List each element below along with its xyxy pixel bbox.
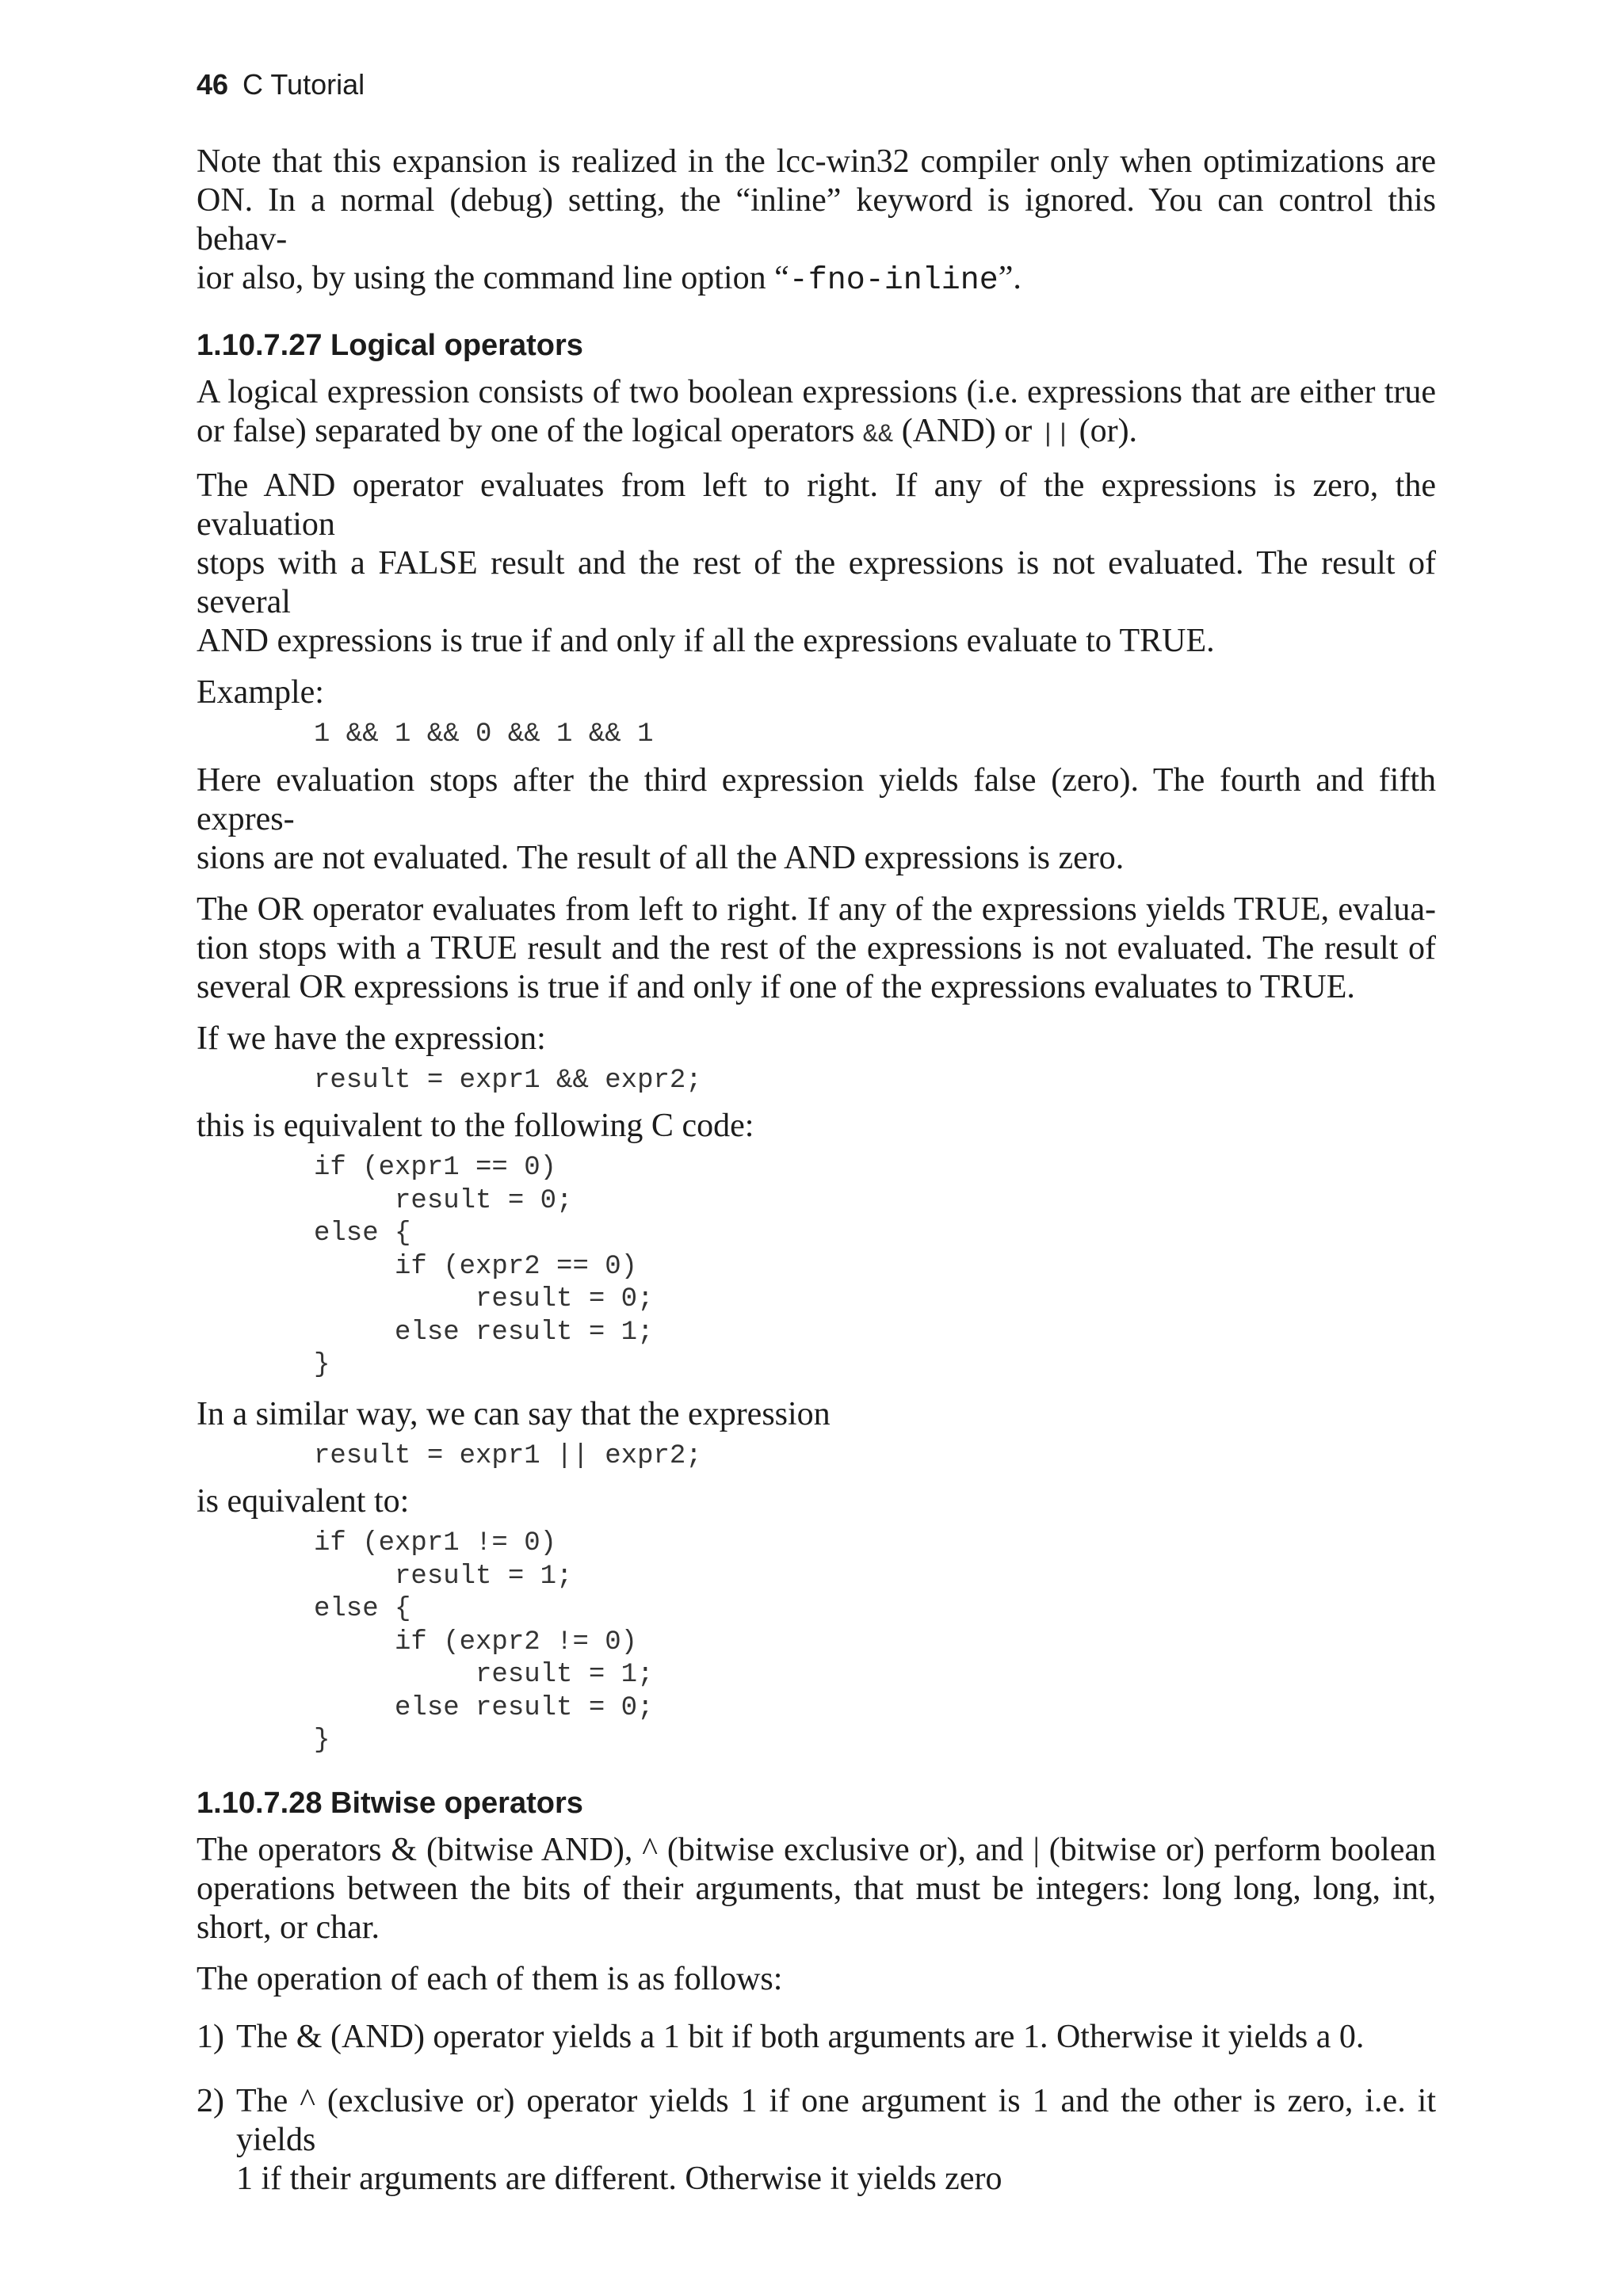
text-run: (AND) or — [893, 413, 1041, 449]
bitwise-operators-paragraph — [197, 1831, 1436, 1947]
list-item-text — [236, 2082, 1436, 2199]
list-item-number: 2) — [197, 2082, 224, 2119]
text-line: The AND operator evaluates from left to right. If any of the expressions is zero, the evaluation — [197, 467, 1436, 543]
text-line: 1 if their arguments are different. Otherwise it yields zero — [236, 2160, 1002, 2197]
bitwise-operator-list — [197, 2018, 1436, 2199]
similar-way-intro: In a similar way, we can say that the expression — [197, 1395, 831, 1432]
text-line: stops with a FALSE result and the rest of the expressions is not evaluated. The result of several — [197, 545, 1436, 620]
text-run: or false) separated by one of the logical operators — [197, 413, 863, 449]
section-heading-bitwise-operators: 1.10.7.28 Bitwise operators — [197, 1786, 583, 1820]
text-line: short, or char. — [197, 1909, 380, 1946]
and-operator-paragraph — [197, 467, 1436, 661]
list-item — [197, 2018, 1436, 2057]
code-and-expression: result = expr1 && expr2; — [314, 1065, 702, 1096]
text-line: The OR operator evaluates from left to right. If any of the expressions yields TRUE, evalua- — [197, 891, 1436, 928]
page-content — [197, 143, 1436, 2224]
text-line: The operators & (bitwise AND), ^ (bitwise exclusive or), and | (bitwise or) perform boolean — [197, 1831, 1436, 1868]
text-run: ”. — [998, 260, 1022, 296]
inline-code: && — [862, 420, 894, 449]
text-line: Here evaluation stops after the third expression yields false (zero). The fourth and fifth expres- — [197, 761, 1436, 837]
text-line: sions are not evaluated. The result of all the AND expressions is zero. — [197, 839, 1125, 876]
text-line: operations between the bits of their arguments, that must be integers: long long, long, int, — [197, 1870, 1436, 1907]
text-line: tion stops with a TRUE result and the rest of the expressions is not evaluated. The result of — [197, 929, 1436, 967]
running-header — [197, 68, 365, 101]
operation-intro: The operation of each of them is as follows: — [197, 1960, 783, 1997]
list-item-text — [236, 2018, 1436, 2057]
example-label: Example: — [197, 674, 324, 711]
text-run: (or). — [1071, 413, 1138, 449]
expression-intro: If we have the expression: — [197, 1020, 546, 1057]
text-line: ON. In a normal (debug) setting, the “inline” keyword is ignored. You can control this behav- — [197, 182, 1436, 257]
is-equivalent-intro: is equivalent to: — [197, 1483, 410, 1520]
text-line: several OR expressions is true if and only if one of the expressions evaluates to TRUE. — [197, 968, 1355, 1005]
intro-paragraph — [197, 143, 1436, 300]
text-line — [197, 259, 1436, 300]
section-heading-logical-operators: 1.10.7.27 Logical operators — [197, 329, 583, 362]
text-line — [197, 412, 1436, 454]
text-line: The ^ (exclusive or) operator yields 1 if one argument is 1 and the other is zero, i.e. it yields — [236, 2082, 1436, 2158]
text-line: The & (AND) operator yields a 1 bit if both arguments are 1. Otherwise it yields a 0. — [236, 2018, 1365, 2055]
text-line: AND expressions is true if and only if all the expressions evaluate to TRUE. — [197, 623, 1215, 659]
list-item — [197, 2082, 1436, 2199]
text-line: Note that this expansion is realized in the lcc-win32 compiler only when optimizations are — [197, 143, 1436, 180]
code-or-equivalent: if (expr1 != 0) result = 1; else { if (expr2 != 0) result = 1; else result = 0; } — [314, 1528, 654, 1756]
code-or-expression: result = expr1 || expr2; — [314, 1440, 702, 1471]
equivalent-c-code-intro: this is equivalent to the following C code: — [197, 1108, 754, 1144]
list-item-number: 1) — [197, 2018, 224, 2055]
text-run: ior also, by using the command line option “ — [197, 260, 789, 296]
evaluation-stops-paragraph — [197, 761, 1436, 878]
text-line: A logical expression consists of two boolean expressions (i.e. expressions that are either true — [197, 374, 1436, 410]
inline-code: -fno-inline — [789, 263, 999, 299]
logical-expression-paragraph — [197, 373, 1436, 454]
code-example-and-chain: 1 && 1 && 0 && 1 && 1 — [314, 719, 654, 749]
running-title: C Tutorial — [242, 68, 365, 101]
or-operator-paragraph — [197, 891, 1436, 1007]
page-number: 46 — [197, 68, 229, 101]
code-and-equivalent: if (expr1 == 0) result = 0; else { if (expr2 == 0) result = 0; else result = 1; } — [314, 1153, 654, 1380]
inline-code: || — [1040, 420, 1071, 449]
